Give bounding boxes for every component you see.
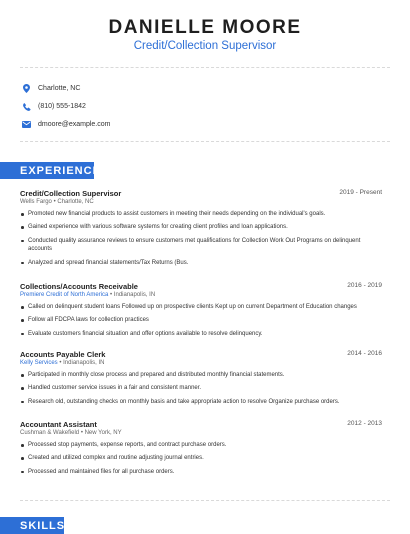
job-dates: 2012 - 2013 <box>347 420 382 427</box>
bullet-list <box>20 371 382 411</box>
bullet-item: Gained experience with various software systems for creating client profiles and loan applications. <box>20 223 382 231</box>
job-dates: 2016 - 2019 <box>347 282 382 289</box>
separator: • <box>53 199 58 205</box>
job-dates: 2014 - 2016 <box>347 350 382 357</box>
company-name: Wells Fargo <box>20 199 52 205</box>
bullet-item: Created and utilized complex and routine adjusting journal entries. <box>20 454 382 462</box>
contact-phone <box>22 102 86 111</box>
envelope-icon <box>22 120 31 129</box>
contact-divider <box>20 141 390 142</box>
map-pin-icon <box>22 84 31 93</box>
bullet-item: Processed and maintained files for all purchase orders. <box>20 468 382 476</box>
job-title: Accounts Payable Clerk <box>20 350 106 359</box>
email-text: dmoore@example.com <box>38 121 111 128</box>
bullet-item: Processed stop payments, expense reports, and contract purchase orders. <box>20 441 382 449</box>
bullet-item: Follow all FDCPA laws for collection practices <box>20 316 382 324</box>
company-location: Charlotte, NC <box>57 199 94 205</box>
company-name: Cushman & Wakefield <box>20 430 80 436</box>
company-location: Indianapolis, IN <box>113 292 156 298</box>
contact-email <box>22 120 110 129</box>
separator: • <box>110 292 114 298</box>
bullet-item: Evaluate customers financial situation and offer options available to resolve delinquency. <box>20 330 382 338</box>
contact-location <box>22 84 80 93</box>
job-company-line <box>20 430 122 436</box>
candidate-name: DANIELLE MOORE <box>108 17 302 38</box>
separator: • <box>59 360 64 366</box>
bullet-list <box>20 441 382 481</box>
header-divider <box>20 67 390 68</box>
job-title: Collections/Accounts Receivable <box>20 282 138 291</box>
bullet-list <box>20 210 382 272</box>
bullet-item: Analyzed and spread financial statements/Tax Returns (Bus. <box>20 259 382 267</box>
job-company-line <box>20 199 94 205</box>
bullet-item: Promoted new financial products to assist customers in meeting their needs depending on the individual's goals. <box>20 210 382 218</box>
bullet-item: Participated in monthly close process and prepared and distributed monthly financial statements. <box>20 371 382 379</box>
job-title: Credit/Collection Supervisor <box>20 189 122 198</box>
separator: • <box>80 430 85 436</box>
company-location: Indianapolis, IN <box>63 360 105 366</box>
bullet-item: Conducted quality assurance reviews to ensure customers met qualifications for Collection Work Out Programs on delinquent accounts <box>20 237 382 254</box>
section-header-skills: SKILLS <box>0 517 64 534</box>
bullet-list <box>20 303 382 343</box>
bullet-item: Handled customer service issues in a fair and consistent manner. <box>20 384 382 392</box>
job-company-line <box>20 360 105 366</box>
location-text: Charlotte, NC <box>38 85 81 92</box>
section-header-experience: EXPERIENCE <box>0 162 94 179</box>
candidate-title: Credit/Collection Supervisor <box>133 40 277 52</box>
bullet-item: Research old, outstanding checks on monthly basis and take appropriate action to resolve Organize purchase orders. <box>20 398 382 406</box>
bullet-item: Called on delinquent student loans Followed up on prospective clients Kept up on current Department of Education changes <box>20 303 382 311</box>
company-location: New York, NY <box>84 430 122 436</box>
company-name: Kelly Services <box>20 360 58 366</box>
company-name: Premiere Credit of North America <box>20 292 109 298</box>
phone-text: (810) 555-1842 <box>38 103 86 110</box>
phone-icon <box>22 102 31 111</box>
job-dates: 2019 - Present <box>339 189 382 196</box>
job-title: Accountant Assistant <box>20 420 97 429</box>
experience-divider <box>20 500 390 501</box>
job-company-line <box>20 292 155 298</box>
